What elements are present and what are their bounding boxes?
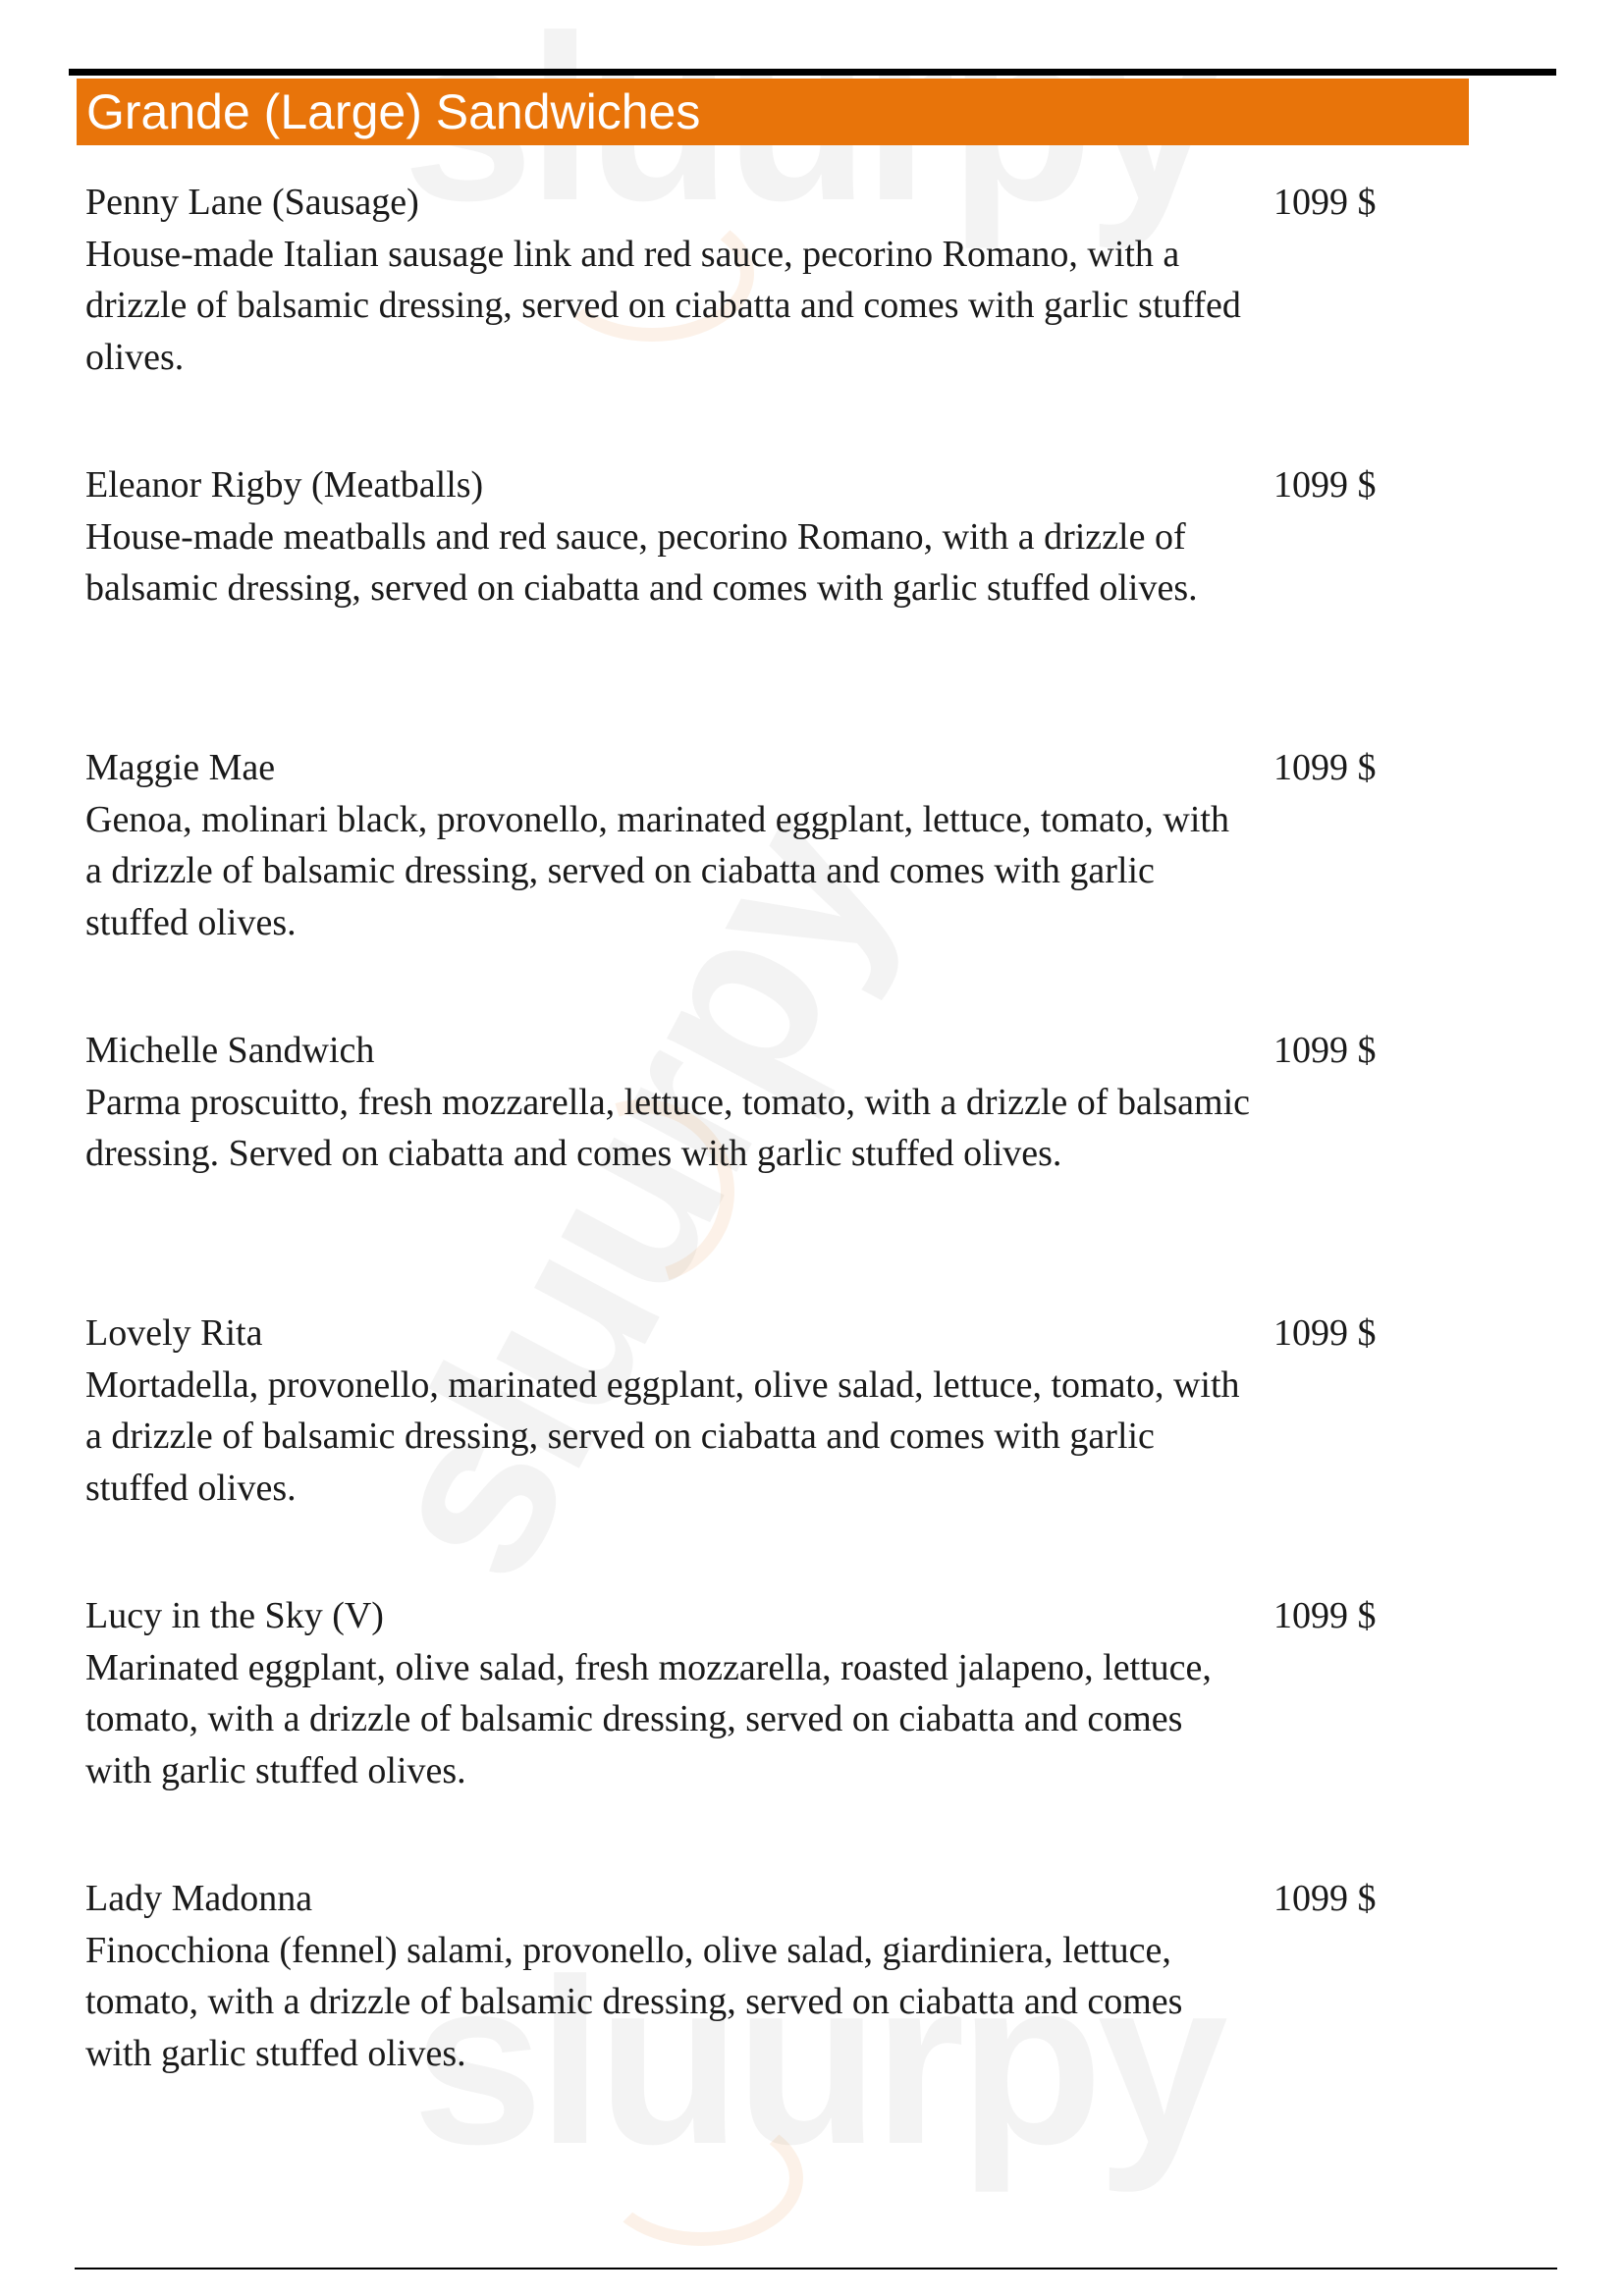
- section-title: Grande (Large) Sandwiches: [86, 84, 701, 139]
- menu-item-name: Lady Madonna: [85, 1878, 313, 1919]
- menu-item-description: Genoa, molinari black, provonello, marinated eggplant, lettuce, tomato, with a drizzle of balsamic dressing, served on ciabatta and comes with garlic stuffed olives.: [85, 798, 1229, 943]
- section-header: [77, 79, 1469, 145]
- menu-item-name: Maggie Mae: [85, 747, 276, 788]
- menu-item-price: 1099 $: [1273, 1878, 1377, 1919]
- menu-item-description: Mortadella, provonello, marinated eggplant, olive salad, lettuce, tomato, with a drizzle of balsamic dressing, served on ciabatta and comes with garlic stuffed olives.: [85, 1363, 1240, 1509]
- menu-item-name: Lovely Rita: [85, 1312, 263, 1354]
- menu-item-price: 1099 $: [1273, 1312, 1377, 1354]
- menu-item: [85, 1025, 1519, 1180]
- menu-item: [85, 1590, 1519, 1796]
- top-rule: [69, 69, 1556, 76]
- menu-item-price: 1099 $: [1273, 464, 1377, 506]
- menu-item-name: Michelle Sandwich: [85, 1030, 375, 1071]
- menu-item-name: Eleanor Rigby (Meatballs): [85, 464, 484, 506]
- menu-item-name: Penny Lane (Sausage): [85, 182, 419, 223]
- menu-item-name: Lucy in the Sky (V): [85, 1595, 384, 1636]
- menu-item: [85, 742, 1519, 948]
- menu-item-price: 1099 $: [1273, 1595, 1377, 1636]
- menu-item-description: Marinated eggplant, olive salad, fresh mozzarella, roasted jalapeno, lettuce, tomato, with a drizzle of balsamic dressing, served on ciabatta and comes with garlic stuffed olives.: [85, 1646, 1212, 1791]
- menu-item-description: House-made meatballs and red sauce, pecorino Romano, with a drizzle of balsamic dressing, served on ciabatta and comes with garlic stuffed olives.: [85, 515, 1198, 609]
- menu-item-price: 1099 $: [1273, 182, 1377, 223]
- menu-item-description: Parma proscuitto, fresh mozzarella, lettuce, tomato, with a drizzle of balsamic dressing. Served on ciabatta and comes with garlic stuffed olives.: [85, 1081, 1250, 1174]
- menu-item: [85, 177, 1519, 383]
- menu-item-description: Finocchiona (fennel) salami, provonello, olive salad, giardiniera, lettuce, tomato, with a drizzle of balsamic dressing, served on ciabatta and comes with garlic stuffed olives.: [85, 1929, 1183, 2074]
- bottom-rule: [75, 2268, 1557, 2269]
- watermark-swirl-bottom: [599, 2110, 803, 2246]
- menu-item: [85, 1308, 1519, 1514]
- menu-item-price: 1099 $: [1273, 1030, 1377, 1071]
- menu-item: [85, 459, 1519, 614]
- menu-item: [85, 1873, 1519, 2079]
- menu-item-price: 1099 $: [1273, 747, 1377, 788]
- menu-item-description: House-made Italian sausage link and red sauce, pecorino Romano, with a drizzle of balsamic dressing, served on ciabatta and comes with garlic stuffed olives.: [85, 233, 1241, 378]
